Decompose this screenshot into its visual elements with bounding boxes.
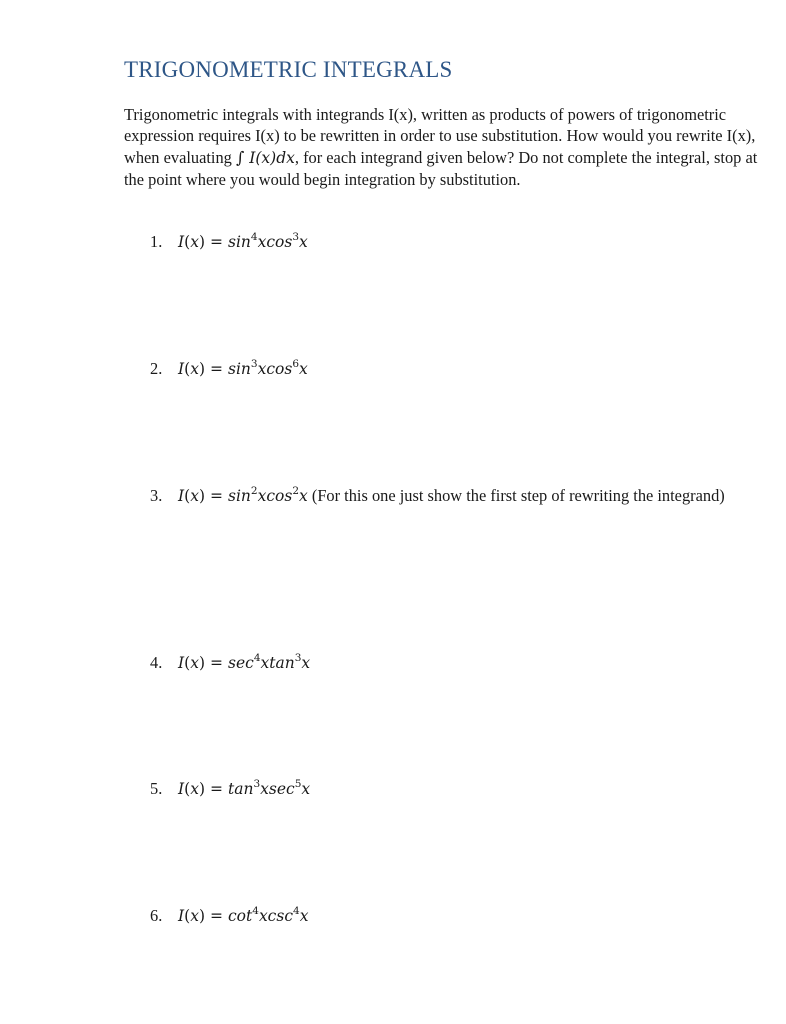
problem-item [150, 905, 750, 930]
problem-number: 4. [150, 653, 163, 672]
problem-number: 1. [150, 232, 163, 251]
intro-text-after: , for each integrand given below? Do not complete the integral, stop at the point where you would begin integration by substitution. [124, 147, 758, 190]
problem-body [178, 652, 750, 677]
intro-paragraph [124, 104, 764, 191]
problem-body [178, 485, 750, 510]
problem-item [150, 358, 750, 383]
problem-equation: $I(x) = \sec^4xtan^3x$ [178, 652, 311, 672]
problem-item [150, 231, 750, 256]
problem-body [178, 358, 750, 383]
problem-equation: $I(x) = \sin^2xcos^2x$ [178, 485, 308, 505]
integral-sign-icon: ∫ [235, 147, 245, 167]
problem-equation: $I(x) = \tan^3xsec^5x$ [178, 778, 311, 798]
page-title: TRIGONOMETRIC INTEGRALS [124, 57, 453, 82]
problem-body [178, 778, 750, 803]
problem-number: 3. [150, 486, 163, 505]
problem-equation: $I(x) = \sin^3xcos^6x$ [178, 358, 308, 378]
intro-text-before: Trigonometric integrals with integrands I(x), written as products of powers of trigonometric expression requires I(x) to be rewritten in order to use substitution. How would you rewrite I(x), when evaluating [124, 105, 756, 167]
problem-item [150, 652, 750, 677]
problem-number: 2. [150, 359, 163, 378]
integral-body: I(x)dx [249, 148, 295, 167]
problem-note: (For this one just show the first step of rewriting the integrand) [311, 486, 725, 505]
problem-item [150, 485, 750, 510]
integral-expression [236, 149, 295, 167]
problem-equation: $I(x) = \cot^4xcsc^4x$ [178, 905, 309, 925]
problem-equation: $I(x) = \sin^4xcos^3x$ [178, 231, 308, 251]
problem-number: 5. [150, 779, 163, 798]
problem-item [150, 778, 750, 803]
problem-body [178, 905, 750, 930]
problem-body [178, 231, 750, 256]
problem-number: 6. [150, 906, 163, 925]
